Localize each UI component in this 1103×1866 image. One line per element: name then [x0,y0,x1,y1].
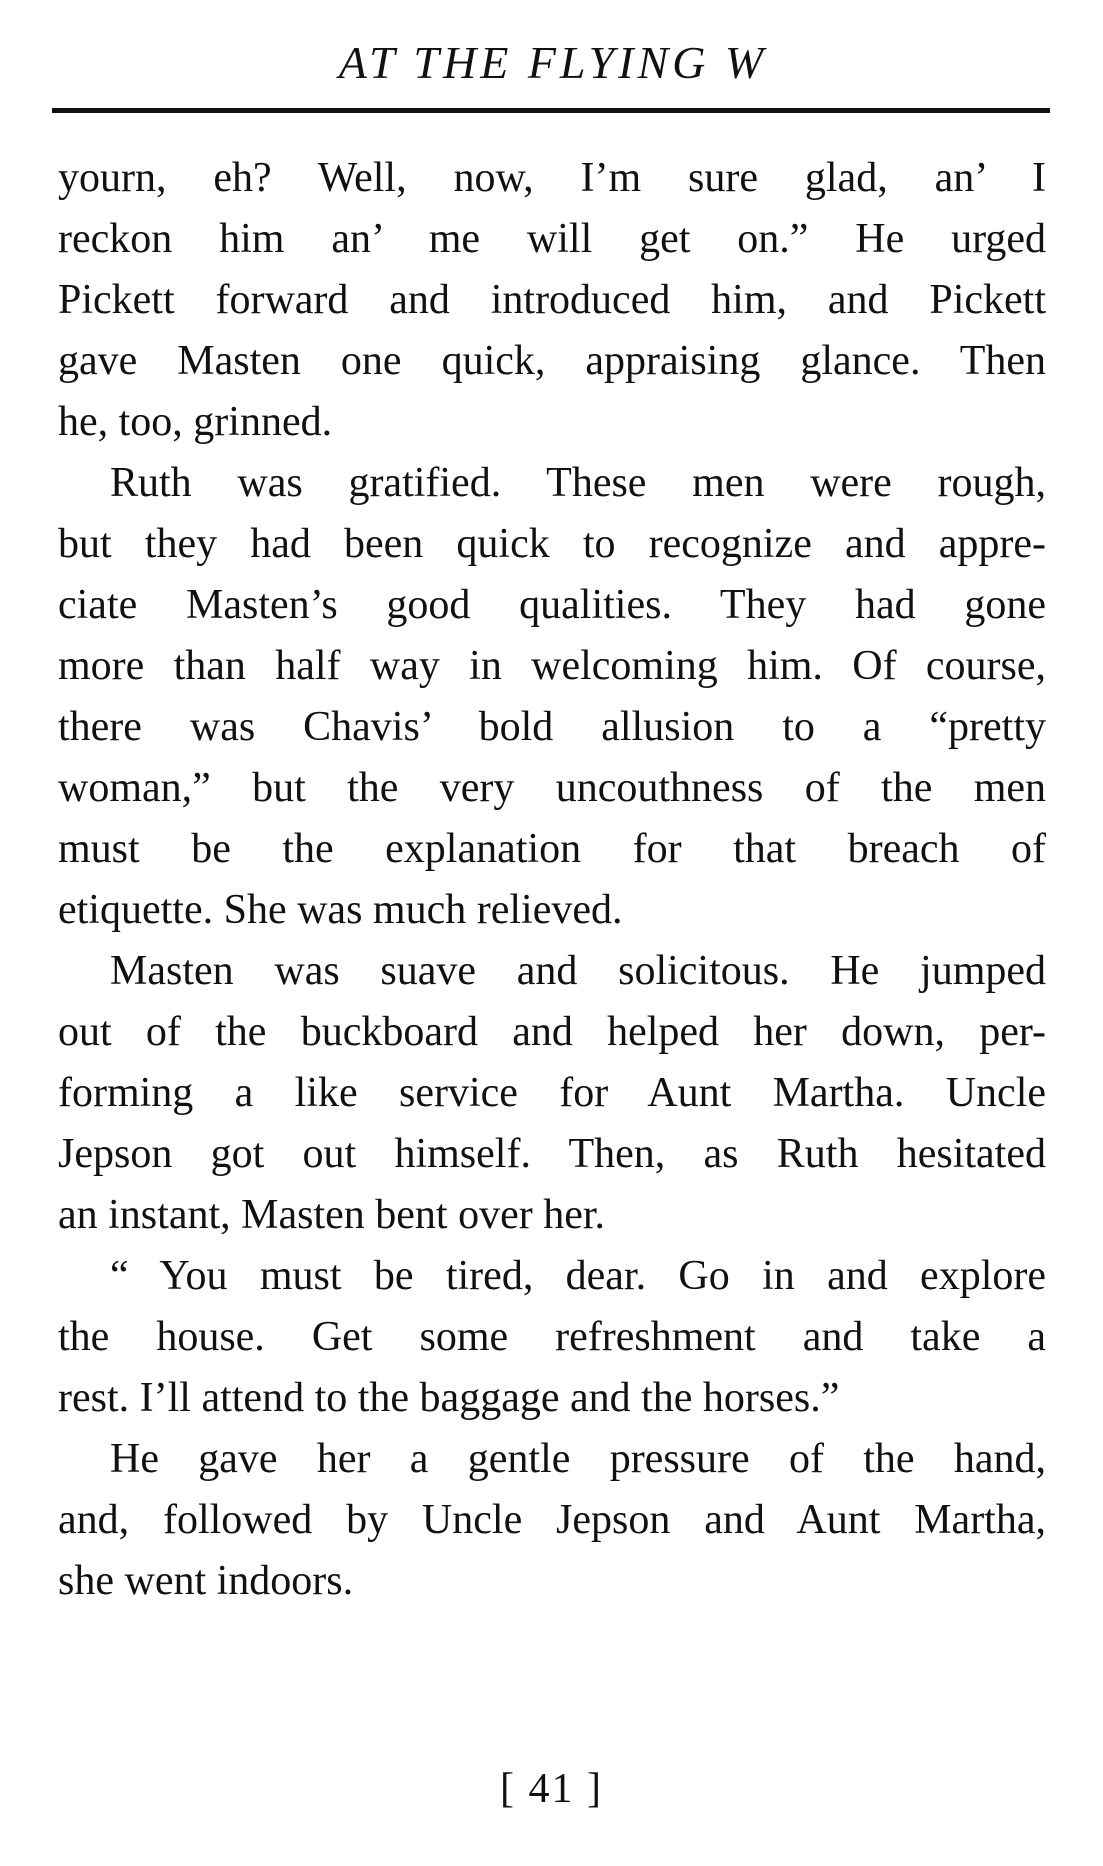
text-line: woman,” but the very uncouthness of the men [58,765,1046,811]
paragraph [58,1429,1046,1612]
paragraph [58,148,1046,453]
text-line: an instant, Masten bent over her. [58,1192,606,1238]
text-line: the house. Get some refreshment and take a [58,1314,1046,1360]
text-line: yourn, eh? Well, now, I’m sure glad, an’ I [58,155,1046,201]
paragraph [58,941,1046,1246]
header-rule [52,108,1050,113]
text-line: must be the explanation for that breach of [58,826,1046,872]
text-line: he, too, grinned. [58,399,333,445]
text-line: etiquette. She was much relieved. [58,887,623,933]
text-line: gave Masten one quick, appraising glance. Then [58,338,1046,384]
text-line: ciate Masten’s good qualities. They had gone [58,582,1046,628]
text-line: He gave her a gentle pressure of the hand, [110,1436,1046,1482]
text-line: Ruth was gratified. These men were rough, [110,460,1046,506]
text-line: and, followed by Uncle Jepson and Aunt Martha, [58,1497,1046,1543]
running-head: AT THE FLYING W [338,37,768,88]
text-line: rest. I’ll attend to the baggage and the horses.” [58,1375,840,1421]
text-line: “ You must be tired, dear. Go in and explore [110,1253,1046,1299]
text-line: Jepson got out himself. Then, as Ruth hesitated [58,1131,1046,1177]
page-number: [ 41 ] [500,1766,603,1812]
paragraph [58,1246,1046,1429]
body-text [58,148,1046,1612]
text-line: reckon him an’ me will get on.” He urged [58,216,1046,262]
text-line: out of the buckboard and helped her down, per- [58,1009,1046,1055]
text-line: she went indoors. [58,1558,354,1604]
text-line: more than half way in welcoming him. Of course, [58,643,1046,689]
paragraph [58,453,1046,941]
text-line: forming a like service for Aunt Martha. Uncle [58,1070,1046,1116]
text-line: but they had been quick to recognize and appre- [58,521,1046,567]
text-line: there was Chavis’ bold allusion to a “pretty [58,704,1046,750]
text-line: Masten was suave and solicitous. He jumped [110,948,1046,994]
text-line: Pickett forward and introduced him, and Pickett [58,277,1046,323]
